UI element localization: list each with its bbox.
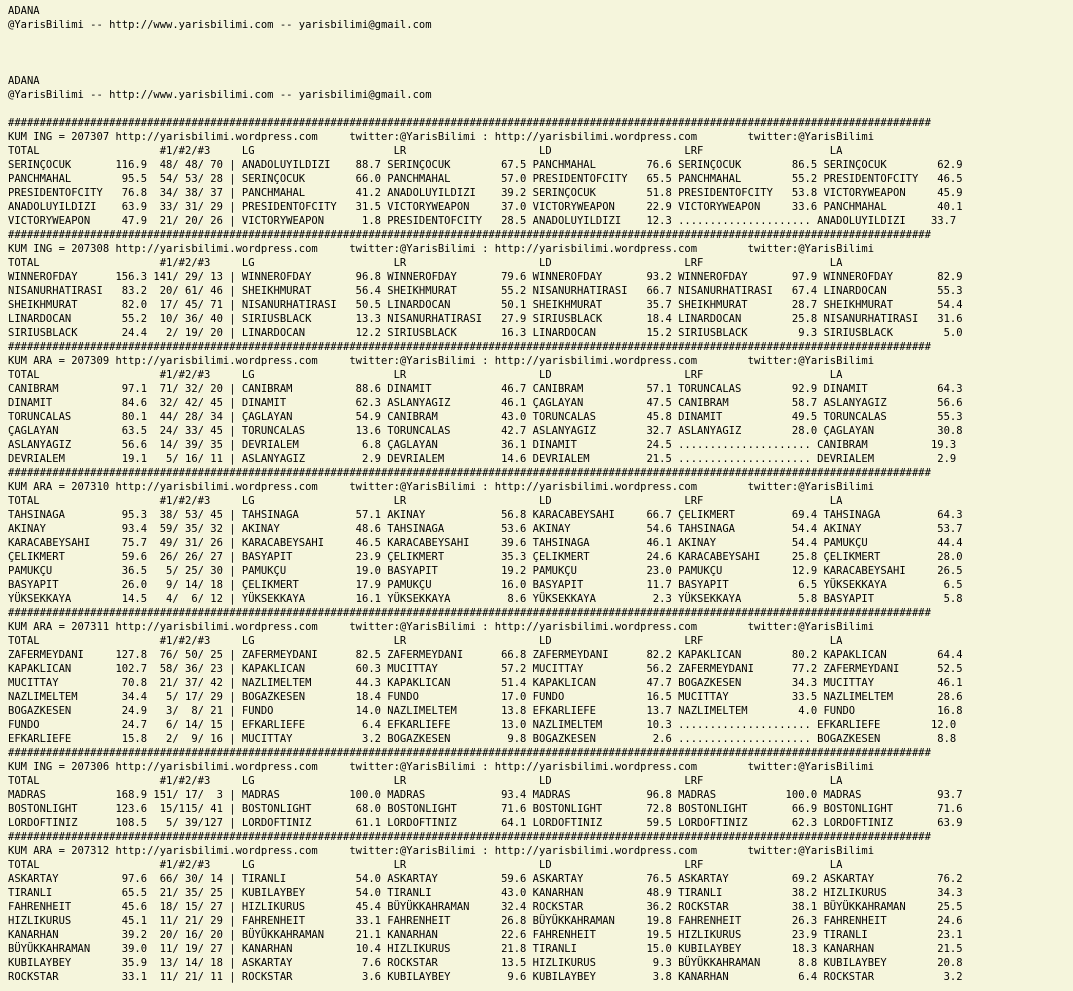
- race-stats-document: [8, 4, 963, 984]
- race-header-line: KUM ING = 207306 http://yarisbilimi.wordpress.com twitter:@YarisBilimi : http://yarisbilimi.wordpress.com twitter:@YarisBilimi: [8, 761, 875, 773]
- horse-row: DINAMIT 84.6 32/ 42/ 45 | DINAMIT 62.3 ASLANYAGIZ 46.1 ÇAGLAYAN 47.5 CANIBRAM 58.7 ASLANYAGIZ 56.6: [8, 397, 963, 409]
- column-header-line: TOTAL #1/#2/#3 LG LR LD LRF LA: [8, 369, 843, 381]
- race-header-line: KUM ARA = 207310 http://yarisbilimi.wordpress.com twitter:@YarisBilimi : http://yarisbilimi.wordpress.com twitter:@YarisBilimi: [8, 481, 875, 493]
- separator-line: ##################################################################################################################################################: [8, 607, 931, 619]
- blank-line: [8, 102, 963, 116]
- horse-row: SHEIKHMURAT 82.0 17/ 45/ 71 | NISANURHATIRASI 50.5 LINARDOCAN 50.1 SHEIKHMURAT 35.7 SHEIKHMURAT 28.7 SHEIKHMURAT 54.4: [8, 299, 963, 311]
- race-header-line: KUM ARA = 207312 http://yarisbilimi.wordpress.com twitter:@YarisBilimi : http://yarisbilimi.wordpress.com twitter:@YarisBilimi: [8, 845, 875, 857]
- horse-row: WINNEROFDAY 156.3 141/ 29/ 13 | WINNEROFDAY 96.8 WINNEROFDAY 79.6 WINNEROFDAY 93.2 WINNEROFDAY 97.9 WINNEROFDAY 82.9: [8, 271, 963, 283]
- horse-row: ASLANYAGIZ 56.6 14/ 39/ 35 | DEVRIALEM 6.8 ÇAGLAYAN 36.1 DINAMIT 24.5 ..................... CANIBRAM 19.3: [8, 439, 957, 451]
- column-header-line: TOTAL #1/#2/#3 LG LR LD LRF LA: [8, 635, 843, 647]
- horse-row: ROCKSTAR 33.1 11/ 21/ 11 | ROCKSTAR 3.6 KUBILAYBEY 9.6 KUBILAYBEY 3.8 KANARHAN 6.4 ROCKSTAR 3.2: [8, 971, 963, 983]
- horse-row: KANARHAN 39.2 20/ 16/ 20 | BÜYÜKKAHRAMAN 21.1 KANARHAN 22.6 FAHRENHEIT 19.5 HIZLIKURUS 23.9 TIRANLI 23.1: [8, 929, 963, 941]
- race-header-line: KUM ARA = 207309 http://yarisbilimi.wordpress.com twitter:@YarisBilimi : http://yarisbilimi.wordpress.com twitter:@YarisBilimi: [8, 355, 875, 367]
- column-header-line: TOTAL #1/#2/#3 LG LR LD LRF LA: [8, 145, 843, 157]
- horse-row: PANCHMAHAL 95.5 54/ 53/ 28 | SERINÇOCUK 66.0 PANCHMAHAL 57.0 PRESIDENTOFCITY 65.5 PANCHMAHAL 55.2 PRESIDENTOFCITY 46.5: [8, 173, 963, 185]
- horse-row: ZAFERMEYDANI 127.8 76/ 50/ 25 | ZAFERMEYDANI 82.5 ZAFERMEYDANI 66.8 ZAFERMEYDANI 82.2 KAPAKLICAN 80.2 KAPAKLICAN 64.4: [8, 649, 963, 661]
- text-line: @YarisBilimi -- http://www.yarisbilimi.com -- yarisbilimi@gmail.com: [8, 19, 432, 31]
- horse-row: TAHSINAGA 95.3 38/ 53/ 45 | TAHSINAGA 57.1 AKINAY 56.8 KARACABEYSAHI 66.7 ÇELIKMERT 69.4 TAHSINAGA 64.3: [8, 509, 963, 521]
- horse-row: KAPAKLICAN 102.7 58/ 36/ 23 | KAPAKLICAN 60.3 MUCITTAY 57.2 MUCITTAY 56.2 ZAFERMEYDANI 77.2 ZAFERMEYDANI 52.5: [8, 663, 963, 675]
- horse-row: YÜKSEKKAYA 14.5 4/ 6/ 12 | YÜKSEKKAYA 16.1 YÜKSEKKAYA 8.6 YÜKSEKKAYA 2.3 YÜKSEKKAYA 5.8 BASYAPIT 5.8: [8, 593, 963, 605]
- horse-row: LORDOFTINIZ 108.5 5/ 39/127 | LORDOFTINIZ 61.1 LORDOFTINIZ 64.1 LORDOFTINIZ 59.5 LORDOFTINIZ 62.3 LORDOFTINIZ 63.9: [8, 817, 963, 829]
- horse-row: LINARDOCAN 55.2 10/ 36/ 40 | SIRIUSBLACK 13.3 NISANURHATIRASI 27.9 SIRIUSBLACK 18.4 LINARDOCAN 25.8 NISANURHATIRASI 31.6: [8, 313, 963, 325]
- horse-row: KARACABEYSAHI 75.7 49/ 31/ 26 | KARACABEYSAHI 46.5 KARACABEYSAHI 39.6 TAHSINAGA 46.1 AKINAY 54.4 PAMUKÇU 44.4: [8, 537, 963, 549]
- separator-line: ##################################################################################################################################################: [8, 467, 931, 479]
- horse-row: FAHRENHEIT 45.6 18/ 15/ 27 | HIZLIKURUS 45.4 BÜYÜKKAHRAMAN 32.4 ROCKSTAR 36.2 ROCKSTAR 38.1 BÜYÜKKAHRAMAN 25.5: [8, 901, 963, 913]
- horse-row: PAMUKÇU 36.5 5/ 25/ 30 | PAMUKÇU 19.0 BASYAPIT 19.2 PAMUKÇU 23.0 PAMUKÇU 12.9 KARACABEYSAHI 26.5: [8, 565, 963, 577]
- horse-row: VICTORYWEAPON 47.9 21/ 20/ 26 | VICTORYWEAPON 1.8 PRESIDENTOFCITY 28.5 ANADOLUYILDIZI 12.3 ..................... ANADOLUYILDIZI 33.7: [8, 215, 957, 227]
- race-header-line: KUM ARA = 207311 http://yarisbilimi.wordpress.com twitter:@YarisBilimi : http://yarisbilimi.wordpress.com twitter:@YarisBilimi: [8, 621, 875, 633]
- horse-row: ANADOLUYILDIZI 63.9 33/ 31/ 29 | PRESIDENTOFCITY 31.5 VICTORYWEAPON 37.0 VICTORYWEAPON 22.9 VICTORYWEAPON 33.6 PANCHMAHAL 40.1: [8, 201, 963, 213]
- column-header-line: TOTAL #1/#2/#3 LG LR LD LRF LA: [8, 775, 843, 787]
- horse-row: TORUNCALAS 80.1 44/ 28/ 34 | ÇAGLAYAN 54.9 CANIBRAM 43.0 TORUNCALAS 45.8 DINAMIT 49.5 TORUNCALAS 55.3: [8, 411, 963, 423]
- race-header-line: KUM ING = 207307 http://yarisbilimi.wordpress.com twitter:@YarisBilimi : http://yarisbilimi.wordpress.com twitter:@YarisBilimi: [8, 131, 875, 143]
- column-header-line: TOTAL #1/#2/#3 LG LR LD LRF LA: [8, 257, 843, 269]
- horse-row: BOSTONLIGHT 123.6 15/115/ 41 | BOSTONLIGHT 68.0 BOSTONLIGHT 71.6 BOSTONLIGHT 72.8 BOSTONLIGHT 66.9 BOSTONLIGHT 71.6: [8, 803, 963, 815]
- horse-row: FUNDO 24.7 6/ 14/ 15 | EFKARLIEFE 6.4 EFKARLIEFE 13.0 NAZLIMELTEM 10.3 ..................... EFKARLIEFE 12.0: [8, 719, 957, 731]
- horse-row: PRESIDENTOFCITY 76.8 34/ 38/ 37 | PANCHMAHAL 41.2 ANADOLUYILDIZI 39.2 SERINÇOCUK 51.8 PRESIDENTOFCITY 53.8 VICTORYWEAPON 45.9: [8, 187, 963, 199]
- column-header-line: TOTAL #1/#2/#3 LG LR LD LRF LA: [8, 859, 843, 871]
- horse-row: MUCITTAY 70.8 21/ 37/ 42 | NAZLIMELTEM 44.3 KAPAKLICAN 51.4 KAPAKLICAN 47.7 BOGAZKESEN 34.3 MUCITTAY 46.1: [8, 677, 963, 689]
- horse-row: SERINÇOCUK 116.9 48/ 48/ 70 | ANADOLUYILDIZI 88.7 SERINÇOCUK 67.5 PANCHMAHAL 76.6 SERINÇOCUK 86.5 SERINÇOCUK 62.9: [8, 159, 963, 171]
- race-header-line: KUM ING = 207308 http://yarisbilimi.wordpress.com twitter:@YarisBilimi : http://yarisbilimi.wordpress.com twitter:@YarisBilimi: [8, 243, 875, 255]
- horse-row: BOGAZKESEN 24.9 3/ 8/ 21 | FUNDO 14.0 NAZLIMELTEM 13.8 EFKARLIEFE 13.7 NAZLIMELTEM 4.0 FUNDO 16.8: [8, 705, 963, 717]
- horse-row: CANIBRAM 97.1 71/ 32/ 20 | CANIBRAM 88.6 DINAMIT 46.7 CANIBRAM 57.1 TORUNCALAS 92.9 DINAMIT 64.3: [8, 383, 963, 395]
- text-line: ADANA: [8, 5, 40, 17]
- horse-row: AKINAY 93.4 59/ 35/ 32 | AKINAY 48.6 TAHSINAGA 53.6 AKINAY 54.6 TAHSINAGA 54.4 AKINAY 53.7: [8, 523, 963, 535]
- blank-line: [8, 32, 963, 46]
- horse-row: SIRIUSBLACK 24.4 2/ 19/ 20 | LINARDOCAN 12.2 SIRIUSBLACK 16.3 LINARDOCAN 15.2 SIRIUSBLACK 9.3 SIRIUSBLACK 5.0: [8, 327, 963, 339]
- horse-row: DEVRIALEM 19.1 5/ 16/ 11 | ASLANYAGIZ 2.9 DEVRIALEM 14.6 DEVRIALEM 21.5 ..................... DEVRIALEM 2.9: [8, 453, 957, 465]
- horse-row: HIZLIKURUS 45.1 11/ 21/ 29 | FAHRENHEIT 33.1 FAHRENHEIT 26.8 BÜYÜKKAHRAMAN 19.8 FAHRENHEIT 26.3 FAHRENHEIT 24.6: [8, 915, 963, 927]
- separator-line: ##################################################################################################################################################: [8, 117, 931, 129]
- horse-row: BASYAPIT 26.0 9/ 14/ 18 | ÇELIKMERT 17.9 PAMUKÇU 16.0 BASYAPIT 11.7 BASYAPIT 6.5 YÜKSEKKAYA 6.5: [8, 579, 963, 591]
- blank-line: [8, 60, 963, 74]
- text-line: ADANA: [8, 75, 40, 87]
- horse-row: EFKARLIEFE 15.8 2/ 9/ 16 | MUCITTAY 3.2 BOGAZKESEN 9.8 BOGAZKESEN 2.6 ..................... BOGAZKESEN 8.8: [8, 733, 957, 745]
- horse-row: NAZLIMELTEM 34.4 5/ 17/ 29 | BOGAZKESEN 18.4 FUNDO 17.0 FUNDO 16.5 MUCITTAY 33.5 NAZLIMELTEM 28.6: [8, 691, 963, 703]
- column-header-line: TOTAL #1/#2/#3 LG LR LD LRF LA: [8, 495, 843, 507]
- horse-row: KUBILAYBEY 35.9 13/ 14/ 18 | ASKARTAY 7.6 ROCKSTAR 13.5 HIZLIKURUS 9.3 BÜYÜKKAHRAMAN 8.8 KUBILAYBEY 20.8: [8, 957, 963, 969]
- blank-line: [8, 46, 963, 60]
- horse-row: ÇELIKMERT 59.6 26/ 26/ 27 | BASYAPIT 23.9 ÇELIKMERT 35.3 ÇELIKMERT 24.6 KARACABEYSAHI 25.8 ÇELIKMERT 28.0: [8, 551, 963, 563]
- separator-line: ##################################################################################################################################################: [8, 831, 931, 843]
- horse-row: ASKARTAY 97.6 66/ 30/ 14 | TIRANLI 54.0 ASKARTAY 59.6 ASKARTAY 76.5 ASKARTAY 69.2 ASKARTAY 76.2: [8, 873, 963, 885]
- separator-line: ##################################################################################################################################################: [8, 229, 931, 241]
- horse-row: NISANURHATIRASI 83.2 20/ 61/ 46 | SHEIKHMURAT 56.4 SHEIKHMURAT 55.2 NISANURHATIRASI 66.7 NISANURHATIRASI 67.4 LINARDOCAN 55.3: [8, 285, 963, 297]
- separator-line: ##################################################################################################################################################: [8, 747, 931, 759]
- text-line: @YarisBilimi -- http://www.yarisbilimi.com -- yarisbilimi@gmail.com: [8, 89, 432, 101]
- separator-line: ##################################################################################################################################################: [8, 341, 931, 353]
- horse-row: ÇAGLAYAN 63.5 24/ 33/ 45 | TORUNCALAS 13.6 TORUNCALAS 42.7 ASLANYAGIZ 32.7 ASLANYAGIZ 28.0 ÇAGLAYAN 30.8: [8, 425, 963, 437]
- horse-row: MADRAS 168.9 151/ 17/ 3 | MADRAS 100.0 MADRAS 93.4 MADRAS 96.8 MADRAS 100.0 MADRAS 93.7: [8, 789, 963, 801]
- horse-row: BÜYÜKKAHRAMAN 39.0 11/ 19/ 27 | KANARHAN 10.4 HIZLIKURUS 21.8 TIRANLI 15.0 KUBILAYBEY 18.3 KANARHAN 21.5: [8, 943, 963, 955]
- horse-row: TIRANLI 65.5 21/ 35/ 25 | KUBILAYBEY 54.0 TIRANLI 43.0 KANARHAN 48.9 TIRANLI 38.2 HIZLIKURUS 34.3: [8, 887, 963, 899]
